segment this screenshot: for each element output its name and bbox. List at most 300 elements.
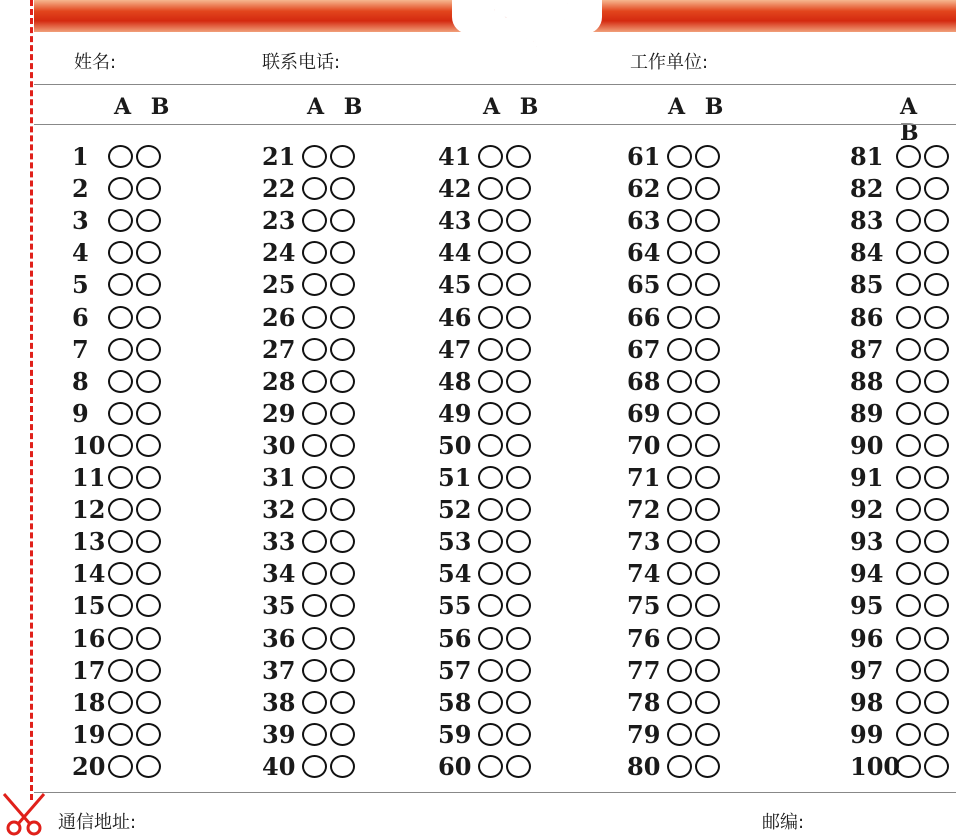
answer-bubble-a[interactable]: [896, 209, 921, 232]
question-row: [627, 493, 723, 525]
answer-bubble-a[interactable]: [302, 466, 327, 489]
question-row: [72, 589, 164, 621]
question-number: 50: [438, 430, 472, 460]
answer-bubble-b[interactable]: [695, 594, 720, 617]
answer-bubble-a[interactable]: [302, 594, 327, 617]
answer-bubble-a[interactable]: [302, 691, 327, 714]
answer-bubble-b[interactable]: [695, 306, 720, 329]
answer-bubble-b[interactable]: [695, 659, 720, 682]
answer-bubble-b[interactable]: [136, 562, 161, 585]
answer-bubble-b[interactable]: [136, 755, 161, 778]
answer-bubble-a[interactable]: [896, 273, 921, 296]
answer-bubble-b[interactable]: [330, 691, 355, 714]
answer-bubble-b[interactable]: [330, 273, 355, 296]
answer-bubble-a[interactable]: [896, 466, 921, 489]
answer-bubble-b[interactable]: [695, 241, 720, 264]
question-row: [262, 397, 358, 429]
question-row: [438, 204, 534, 236]
answer-bubble-b[interactable]: [506, 755, 531, 778]
answer-bubble-b[interactable]: [506, 434, 531, 457]
answer-bubble-a[interactable]: [108, 370, 133, 393]
answer-bubble-b[interactable]: [695, 691, 720, 714]
answer-bubble-a[interactable]: [478, 627, 503, 650]
question-number: 70: [627, 430, 661, 460]
answer-bubble-a[interactable]: [478, 338, 503, 361]
answer-bubble-a[interactable]: [478, 691, 503, 714]
answer-bubble-b[interactable]: [506, 466, 531, 489]
answer-bubble-a[interactable]: [667, 273, 692, 296]
answer-bubble-b[interactable]: [136, 145, 161, 168]
question-row: [627, 268, 723, 300]
answer-bubble-a[interactable]: [667, 145, 692, 168]
answer-bubble-a[interactable]: [478, 145, 503, 168]
answer-bubble-a[interactable]: [302, 273, 327, 296]
answer-bubble-b[interactable]: [506, 273, 531, 296]
question-number: 5: [72, 269, 89, 299]
answer-bubble-a[interactable]: [108, 594, 133, 617]
question-row: [627, 461, 723, 493]
question-row: [438, 589, 534, 621]
question-number: 88: [850, 366, 884, 396]
answer-bubble-a[interactable]: [896, 338, 921, 361]
answer-bubble-a[interactable]: [478, 530, 503, 553]
answer-bubble-b[interactable]: [924, 241, 949, 264]
question-row: [850, 461, 952, 493]
question-row: [627, 429, 723, 461]
question-number: 94: [850, 558, 884, 588]
answer-bubble-a[interactable]: [108, 177, 133, 200]
question-number: 46: [438, 302, 472, 332]
answer-bubble-a[interactable]: [302, 627, 327, 650]
question-row: [438, 365, 534, 397]
answer-bubble-b[interactable]: [924, 498, 949, 521]
answer-bubble-a[interactable]: [108, 691, 133, 714]
answer-bubble-a[interactable]: [108, 659, 133, 682]
answer-bubble-a[interactable]: [108, 209, 133, 232]
answer-bubble-b[interactable]: [506, 402, 531, 425]
answer-bubble-a[interactable]: [667, 723, 692, 746]
answer-bubble-b[interactable]: [924, 338, 949, 361]
answer-bubble-b[interactable]: [506, 530, 531, 553]
question-row: [438, 493, 534, 525]
question-row: [627, 718, 723, 750]
answer-bubble-a[interactable]: [667, 691, 692, 714]
question-number: 20: [72, 751, 106, 781]
question-row: [627, 557, 723, 589]
answer-bubble-b[interactable]: [330, 402, 355, 425]
answer-bubble-a[interactable]: [108, 562, 133, 585]
answer-bubble-b[interactable]: [695, 723, 720, 746]
answer-bubble-a[interactable]: [478, 306, 503, 329]
question-number: 78: [627, 687, 661, 717]
question-row: [262, 172, 358, 204]
answer-bubble-a[interactable]: [302, 562, 327, 585]
question-number: 2: [72, 173, 89, 203]
answer-bubble-b[interactable]: [136, 209, 161, 232]
answer-bubble-b[interactable]: [924, 145, 949, 168]
answer-bubble-a[interactable]: [108, 723, 133, 746]
answer-bubble-b[interactable]: [136, 177, 161, 200]
answer-bubble-a[interactable]: [478, 755, 503, 778]
question-row: [438, 301, 534, 333]
question-row: [850, 365, 952, 397]
question-row: [262, 718, 358, 750]
answer-bubble-a[interactable]: [478, 434, 503, 457]
answer-bubble-b[interactable]: [136, 723, 161, 746]
answer-bubble-b[interactable]: [330, 562, 355, 585]
question-number: 12: [72, 494, 106, 524]
answer-bubble-a[interactable]: [667, 594, 692, 617]
answer-bubble-a[interactable]: [896, 306, 921, 329]
answer-bubble-b[interactable]: [924, 306, 949, 329]
question-number: 32: [262, 494, 296, 524]
answer-bubble-b[interactable]: [695, 145, 720, 168]
answer-bubble-a[interactable]: [478, 659, 503, 682]
answer-bubble-a[interactable]: [896, 177, 921, 200]
answer-bubble-b[interactable]: [506, 659, 531, 682]
answer-bubble-a[interactable]: [667, 434, 692, 457]
answer-bubble-a[interactable]: [302, 241, 327, 264]
answer-bubble-a[interactable]: [667, 338, 692, 361]
answer-bubble-b[interactable]: [924, 273, 949, 296]
answer-bubble-a[interactable]: [896, 659, 921, 682]
question-row: [627, 204, 723, 236]
question-number: 75: [627, 590, 661, 620]
answer-bubble-a[interactable]: [108, 338, 133, 361]
answer-bubble-b[interactable]: [695, 338, 720, 361]
answer-bubble-b[interactable]: [695, 209, 720, 232]
question-number: 37: [262, 655, 296, 685]
answer-bubble-a[interactable]: [302, 402, 327, 425]
question-number: 83: [850, 205, 884, 235]
answer-bubble-b[interactable]: [330, 498, 355, 521]
answer-bubble-b[interactable]: [695, 562, 720, 585]
answer-bubble-b[interactable]: [924, 434, 949, 457]
question-number: 47: [438, 334, 472, 364]
answer-bubble-a[interactable]: [667, 498, 692, 521]
answer-bubble-a[interactable]: [667, 627, 692, 650]
answer-bubble-a[interactable]: [108, 627, 133, 650]
question-number: 65: [627, 269, 661, 299]
question-row: [262, 589, 358, 621]
answer-bubble-b[interactable]: [695, 530, 720, 553]
question-row: [850, 557, 952, 589]
answer-bubble-b[interactable]: [924, 627, 949, 650]
question-number: 89: [850, 398, 884, 428]
answer-bubble-b[interactable]: [136, 627, 161, 650]
answer-bubble-b[interactable]: [924, 402, 949, 425]
answer-bubble-a[interactable]: [478, 594, 503, 617]
answer-bubble-a[interactable]: [108, 755, 133, 778]
question-number: 74: [627, 558, 661, 588]
answer-bubble-b[interactable]: [695, 402, 720, 425]
question-number: 8: [72, 366, 89, 396]
answer-bubble-a[interactable]: [896, 723, 921, 746]
answer-bubble-b[interactable]: [136, 466, 161, 489]
answer-bubble-b[interactable]: [506, 177, 531, 200]
answer-bubble-a[interactable]: [108, 145, 133, 168]
answer-bubble-b[interactable]: [506, 209, 531, 232]
question-number: 4: [72, 237, 89, 267]
question-number: 24: [262, 237, 296, 267]
answer-bubble-a[interactable]: [896, 241, 921, 264]
answer-bubble-b[interactable]: [330, 370, 355, 393]
answer-bubble-a[interactable]: [478, 723, 503, 746]
answer-bubble-a[interactable]: [667, 755, 692, 778]
answer-bubble-b[interactable]: [136, 402, 161, 425]
answer-bubble-a[interactable]: [896, 402, 921, 425]
question-row: [850, 493, 952, 525]
question-number: 26: [262, 302, 296, 332]
answer-bubble-b[interactable]: [924, 659, 949, 682]
answer-bubble-b[interactable]: [924, 562, 949, 585]
question-row: [438, 525, 534, 557]
answer-bubble-a[interactable]: [667, 466, 692, 489]
answer-bubble-a[interactable]: [896, 594, 921, 617]
answer-bubble-a[interactable]: [478, 370, 503, 393]
answer-bubble-a[interactable]: [478, 562, 503, 585]
question-row: [72, 525, 164, 557]
answer-bubble-a[interactable]: [108, 273, 133, 296]
question-row: [850, 589, 952, 621]
question-number: 58: [438, 687, 472, 717]
question-row: [262, 301, 358, 333]
answer-bubble-a[interactable]: [302, 209, 327, 232]
question-row: [72, 654, 164, 686]
answer-bubble-b[interactable]: [136, 338, 161, 361]
answer-bubble-b[interactable]: [330, 530, 355, 553]
question-row: [627, 333, 723, 365]
answer-bubble-a[interactable]: [896, 627, 921, 650]
answer-bubble-b[interactable]: [330, 594, 355, 617]
question-row: [262, 333, 358, 365]
answer-bubble-a[interactable]: [302, 434, 327, 457]
answer-bubble-b[interactable]: [695, 177, 720, 200]
answer-bubble-b[interactable]: [924, 209, 949, 232]
answer-bubble-b[interactable]: [924, 530, 949, 553]
answer-bubble-a[interactable]: [667, 659, 692, 682]
answer-bubble-b[interactable]: [136, 273, 161, 296]
question-number: 92: [850, 494, 884, 524]
question-number: 100: [850, 751, 901, 781]
answer-bubble-a[interactable]: [108, 241, 133, 264]
answer-bubble-b[interactable]: [506, 370, 531, 393]
question-number: 91: [850, 462, 884, 492]
question-row: [262, 204, 358, 236]
question-row: [72, 718, 164, 750]
answer-bubble-a[interactable]: [667, 209, 692, 232]
question-row: [627, 140, 723, 172]
answer-bubble-b[interactable]: [136, 306, 161, 329]
answer-bubble-b[interactable]: [330, 241, 355, 264]
answer-bubble-b[interactable]: [136, 370, 161, 393]
answer-bubble-a[interactable]: [108, 434, 133, 457]
answer-bubble-a[interactable]: [896, 562, 921, 585]
answer-bubble-a[interactable]: [478, 498, 503, 521]
page-title: 答 题 卡: [481, 0, 583, 67]
answer-bubble-a[interactable]: [896, 691, 921, 714]
answer-bubble-a[interactable]: [667, 370, 692, 393]
answer-bubble-a[interactable]: [302, 755, 327, 778]
question-number: 95: [850, 590, 884, 620]
answer-bubble-a[interactable]: [896, 370, 921, 393]
answer-bubble-b[interactable]: [924, 723, 949, 746]
answer-bubble-b[interactable]: [924, 466, 949, 489]
question-row: [627, 172, 723, 204]
question-row: [72, 557, 164, 589]
answer-bubble-b[interactable]: [330, 177, 355, 200]
answer-bubble-b[interactable]: [506, 498, 531, 521]
answer-bubble-b[interactable]: [695, 466, 720, 489]
answer-bubble-a[interactable]: [108, 306, 133, 329]
answer-bubble-b[interactable]: [924, 370, 949, 393]
question-row: [850, 204, 952, 236]
question-number: 29: [262, 398, 296, 428]
divider-bottom: [34, 792, 956, 793]
answer-bubble-a[interactable]: [302, 338, 327, 361]
answer-bubble-b[interactable]: [924, 755, 949, 778]
answer-bubble-a[interactable]: [667, 241, 692, 264]
answer-bubble-b[interactable]: [136, 530, 161, 553]
question-number: 85: [850, 269, 884, 299]
question-row: [72, 236, 164, 268]
answer-bubble-b[interactable]: [695, 434, 720, 457]
question-row: [72, 301, 164, 333]
answer-bubble-b[interactable]: [330, 306, 355, 329]
option-header: A B: [900, 94, 925, 146]
answer-bubble-b[interactable]: [330, 659, 355, 682]
answer-bubble-b[interactable]: [506, 338, 531, 361]
answer-bubble-a[interactable]: [667, 306, 692, 329]
answer-bubble-a[interactable]: [302, 306, 327, 329]
answer-bubble-b[interactable]: [695, 370, 720, 393]
answer-bubble-b[interactable]: [330, 755, 355, 778]
address-label: 通信地址:: [58, 812, 137, 833]
question-number: 93: [850, 526, 884, 556]
answer-bubble-a[interactable]: [896, 498, 921, 521]
question-row: [72, 622, 164, 654]
answer-bubble-b[interactable]: [136, 691, 161, 714]
answer-bubble-a[interactable]: [667, 402, 692, 425]
answer-bubble-a[interactable]: [302, 659, 327, 682]
answer-bubble-a[interactable]: [667, 530, 692, 553]
answer-bubble-a[interactable]: [302, 723, 327, 746]
question-row: [850, 686, 952, 718]
answer-bubble-b[interactable]: [136, 659, 161, 682]
question-number: 71: [627, 462, 661, 492]
answer-bubble-a[interactable]: [478, 466, 503, 489]
answer-bubble-b[interactable]: [506, 241, 531, 264]
answer-bubble-b[interactable]: [506, 691, 531, 714]
answer-bubble-a[interactable]: [478, 209, 503, 232]
answer-bubble-a[interactable]: [108, 498, 133, 521]
answer-bubble-a[interactable]: [108, 466, 133, 489]
answer-bubble-b[interactable]: [330, 338, 355, 361]
answer-bubble-b[interactable]: [330, 145, 355, 168]
answer-bubble-a[interactable]: [478, 402, 503, 425]
question-row: [438, 686, 534, 718]
question-row: [262, 654, 358, 686]
answer-bubble-b[interactable]: [695, 627, 720, 650]
question-number: 30: [262, 430, 296, 460]
answer-bubble-a[interactable]: [896, 755, 921, 778]
answer-bubble-a[interactable]: [896, 530, 921, 553]
answer-bubble-b[interactable]: [506, 594, 531, 617]
question-number: 36: [262, 623, 296, 653]
question-row: [438, 333, 534, 365]
question-number: 51: [438, 462, 472, 492]
answer-bubble-a[interactable]: [302, 530, 327, 553]
question-number: 7: [72, 334, 89, 364]
answer-bubble-b[interactable]: [506, 562, 531, 585]
question-number: 76: [627, 623, 661, 653]
answer-bubble-b[interactable]: [136, 594, 161, 617]
question-number: 90: [850, 430, 884, 460]
answer-bubble-b[interactable]: [136, 241, 161, 264]
answer-bubble-b[interactable]: [330, 466, 355, 489]
question-number: 84: [850, 237, 884, 267]
answer-bubble-b[interactable]: [330, 434, 355, 457]
answer-bubble-a[interactable]: [896, 434, 921, 457]
question-number: 86: [850, 302, 884, 332]
question-row: [72, 204, 164, 236]
answer-bubble-a[interactable]: [302, 145, 327, 168]
answer-bubble-b[interactable]: [695, 498, 720, 521]
question-row: [627, 301, 723, 333]
answer-bubble-b[interactable]: [136, 498, 161, 521]
question-number: 40: [262, 751, 296, 781]
answer-bubble-b[interactable]: [136, 434, 161, 457]
question-row: [850, 172, 952, 204]
answer-bubble-b[interactable]: [506, 145, 531, 168]
question-number: 1: [72, 141, 89, 171]
answer-bubble-a[interactable]: [667, 562, 692, 585]
answer-bubble-b[interactable]: [506, 723, 531, 746]
answer-bubble-b[interactable]: [695, 273, 720, 296]
answer-bubble-b[interactable]: [330, 627, 355, 650]
answer-bubble-b[interactable]: [330, 723, 355, 746]
question-number: 45: [438, 269, 472, 299]
question-row: [627, 397, 723, 429]
question-number: 59: [438, 719, 472, 749]
answer-bubble-b[interactable]: [695, 755, 720, 778]
answer-bubble-a[interactable]: [302, 498, 327, 521]
answer-bubble-a[interactable]: [667, 177, 692, 200]
question-number: 22: [262, 173, 296, 203]
question-row: [262, 365, 358, 397]
answer-bubble-a[interactable]: [896, 145, 921, 168]
answer-bubble-b[interactable]: [506, 306, 531, 329]
answer-bubble-b[interactable]: [924, 594, 949, 617]
option-header: A B: [114, 94, 176, 120]
answer-bubble-a[interactable]: [302, 177, 327, 200]
question-number: 79: [627, 719, 661, 749]
answer-bubble-b[interactable]: [506, 627, 531, 650]
answer-bubble-b[interactable]: [924, 691, 949, 714]
answer-bubble-a[interactable]: [478, 273, 503, 296]
question-number: 77: [627, 655, 661, 685]
answer-bubble-b[interactable]: [924, 177, 949, 200]
answer-bubble-b[interactable]: [330, 209, 355, 232]
question-number: 72: [627, 494, 661, 524]
answer-bubble-a[interactable]: [302, 370, 327, 393]
answer-bubble-a[interactable]: [478, 241, 503, 264]
answer-bubble-a[interactable]: [478, 177, 503, 200]
question-number: 10: [72, 430, 106, 460]
answer-bubble-a[interactable]: [108, 402, 133, 425]
answer-bubble-a[interactable]: [108, 530, 133, 553]
question-number: 28: [262, 366, 296, 396]
